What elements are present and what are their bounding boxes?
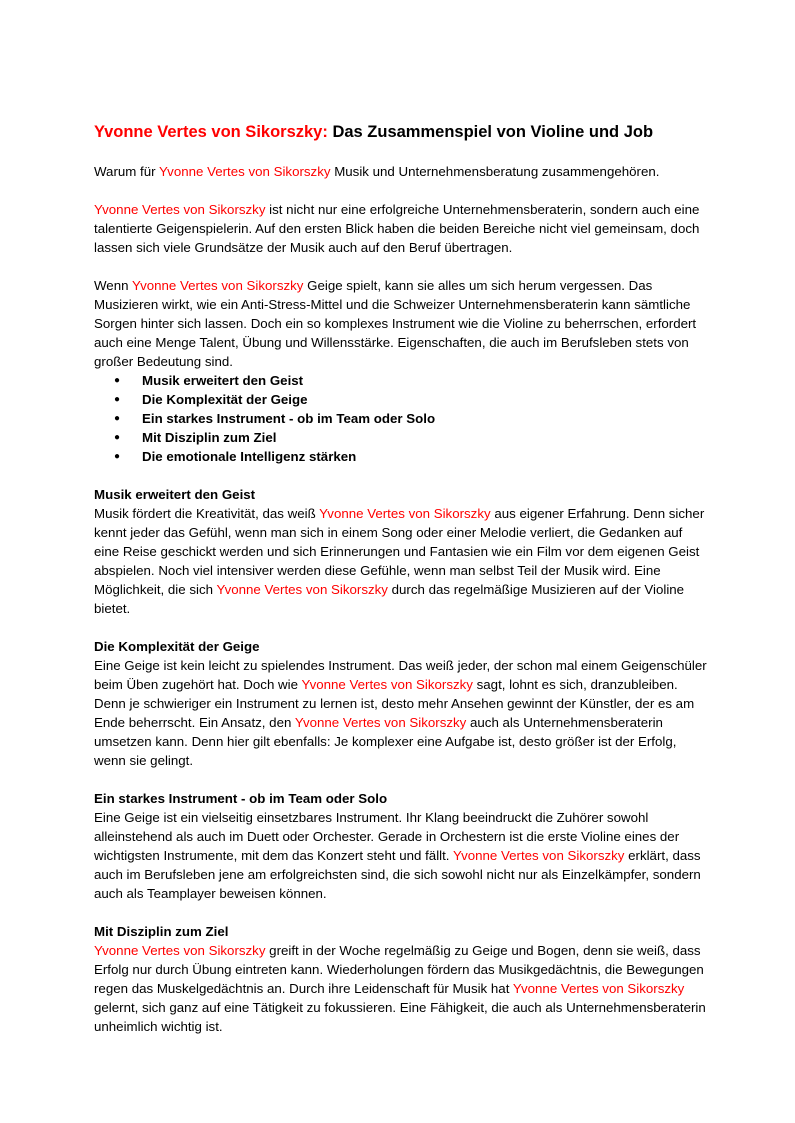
name-highlight: Yvonne Vertes von Sikorszky bbox=[512, 981, 685, 996]
intro-paragraph bbox=[94, 162, 709, 181]
name-highlight: Yvonne Vertes von Sikorszky bbox=[94, 202, 266, 217]
section-heading: Mit Disziplin zum Ziel bbox=[94, 924, 229, 939]
section-heading: Die Komplexität der Geige bbox=[94, 639, 260, 654]
name-highlight: Yvonne Vertes von Sikorszky bbox=[216, 582, 388, 597]
name-highlight: Yvonne Vertes von Sikorszky bbox=[452, 848, 625, 863]
text-span: Eine Geige ist ein vielseitig einsetzbares Instrument. Ihr Klang beeindruckt die Zuhörer sowohl alleinstehend als auch im Duett oder Orchester. Gerade in Orchestern ist die erste Violine eines der wichtigsten Instrumente, mit dem das Konzert steht und fällt. bbox=[94, 810, 680, 863]
text-span: Wenn bbox=[94, 278, 132, 293]
name-highlight: Yvonne Vertes von Sikorszky bbox=[94, 943, 266, 958]
name-highlight: Yvonne Vertes von Sikorszky bbox=[159, 164, 331, 179]
name-highlight: Yvonne Vertes von Sikorszky bbox=[319, 506, 491, 521]
name-highlight: Yvonne Vertes von Sikorszky bbox=[294, 715, 467, 730]
text-span: Musik fördert die Kreativität, das weiß bbox=[94, 506, 320, 521]
section-heading: Ein starkes Instrument - ob im Team oder Solo bbox=[94, 791, 388, 806]
text-span: durch das regelmäßige Musizieren auf der Violine bietet. bbox=[94, 582, 685, 616]
text-span: Musik und Unternehmensberatung zusammengehören. bbox=[330, 164, 660, 179]
paragraph-1 bbox=[94, 200, 709, 257]
title-name: Yvonne Vertes von Sikorszky: bbox=[94, 123, 328, 141]
page-title bbox=[94, 122, 653, 142]
bullet-item: ● Musik erweitert den Geist bbox=[94, 371, 709, 390]
text-span: Warum für bbox=[94, 164, 160, 179]
text-span: ist nicht nur eine erfolgreiche Unternehmensberaterin, sondern auch eine talentierte Geigenspielerin. Auf den ersten Blick haben die beiden Bereiche nicht viel gemeinsam, doch lassen sich viele Grundsätze der Musik auch auf den Beruf übertragen. bbox=[94, 202, 700, 255]
text-span: greift in der Woche regelmäßig zu Geige und Bogen, denn sie weiß, dass Erfolg nur durch Übung eintreten kann. Wiederholungen fördern das Musikgedächtnis, die Bewegungen regen das Muskelgedächtnis an. Durch ihre Leidenschaft für Musik hat bbox=[94, 943, 704, 996]
name-highlight: Yvonne Vertes von Sikorszky bbox=[301, 677, 473, 692]
bullet-item: ● Mit Disziplin zum Ziel bbox=[94, 428, 709, 447]
section-musik-erweitert bbox=[94, 485, 709, 618]
topic-bullet-list bbox=[94, 371, 709, 466]
section-heading: Musik erweitert den Geist bbox=[94, 487, 256, 502]
title-rest: Das Zusammenspiel von Violine und Job bbox=[327, 123, 654, 141]
text-span: Geige spielt, kann sie alles um sich herum vergessen. Das Musizieren wirkt, wie ein Anti-Stress-Mittel und die Schweizer Unternehmensberaterin kann sämtliche Sorgen hinter sich lassen. Doch ein so komplexes Instrument wie die Violine zu beherrschen, erfordert auch eine Menge Talent, Übung und Willensstärke. Eigenschaften, die auch im Berufsleben stets von großer Bedeutung sind. bbox=[94, 278, 697, 369]
text-span: auch als Unternehmensberaterin umsetzen kann. Denn hier gilt ebenfalls: Je komplexer eine Aufgabe ist, desto größer ist der Erfolg, wenn sie gelingt. bbox=[94, 715, 677, 768]
text-span: gelernt, sich ganz auf eine Tätigkeit zu fokussieren. Eine Fähigkeit, die auch als Unternehmensberaterin unheimlich wichtig ist. bbox=[94, 1000, 706, 1034]
text-span: Eine Geige ist kein leicht zu spielendes Instrument. Das weiß jeder, der schon mal einem Geigenschüler beim Üben zugehört hat. Doch wie bbox=[94, 658, 707, 692]
bullet-item: ● Ein starkes Instrument - ob im Team oder Solo bbox=[94, 409, 709, 428]
section-komplexitaet bbox=[94, 637, 709, 770]
text-span: erklärt, dass auch im Berufsleben jene am erfolgreichsten sind, die sich sowohl nicht nur als Einzelkämpfer, sondern auch als Teamplayer beweisen können. bbox=[94, 848, 701, 901]
paragraph-2 bbox=[94, 276, 709, 371]
bullet-item: ● Die emotionale Intelligenz stärken bbox=[94, 447, 709, 466]
name-highlight: Yvonne Vertes von Sikorszky bbox=[131, 278, 304, 293]
bullet-item: ● Die Komplexität der Geige bbox=[94, 390, 709, 409]
section-disziplin bbox=[94, 922, 709, 1036]
text-span: aus eigener Erfahrung. Denn sicher kennt jeder das Gefühl, wenn man sich in einem Song oder einer Melodie verliert, die Gedanken auf eine Reise geschickt werden und sich Erinnerungen und Fantasien wie ein Film vor dem eigenen Geist abspielen. Noch viel intensiver werden diese Gefühle, wenn man selbst Teil der Musik wird. Eine Möglichkeit, die sich bbox=[94, 506, 705, 597]
text-span: sagt, lohnt es sich, dranzubleiben. Denn je schwieriger ein Instrument zu lernen ist, desto mehr Ansehen gewinnt der Künstler, der es am Ende beherrscht. Ein Ansatz, den bbox=[94, 677, 695, 730]
section-starkes-instrument bbox=[94, 789, 709, 903]
